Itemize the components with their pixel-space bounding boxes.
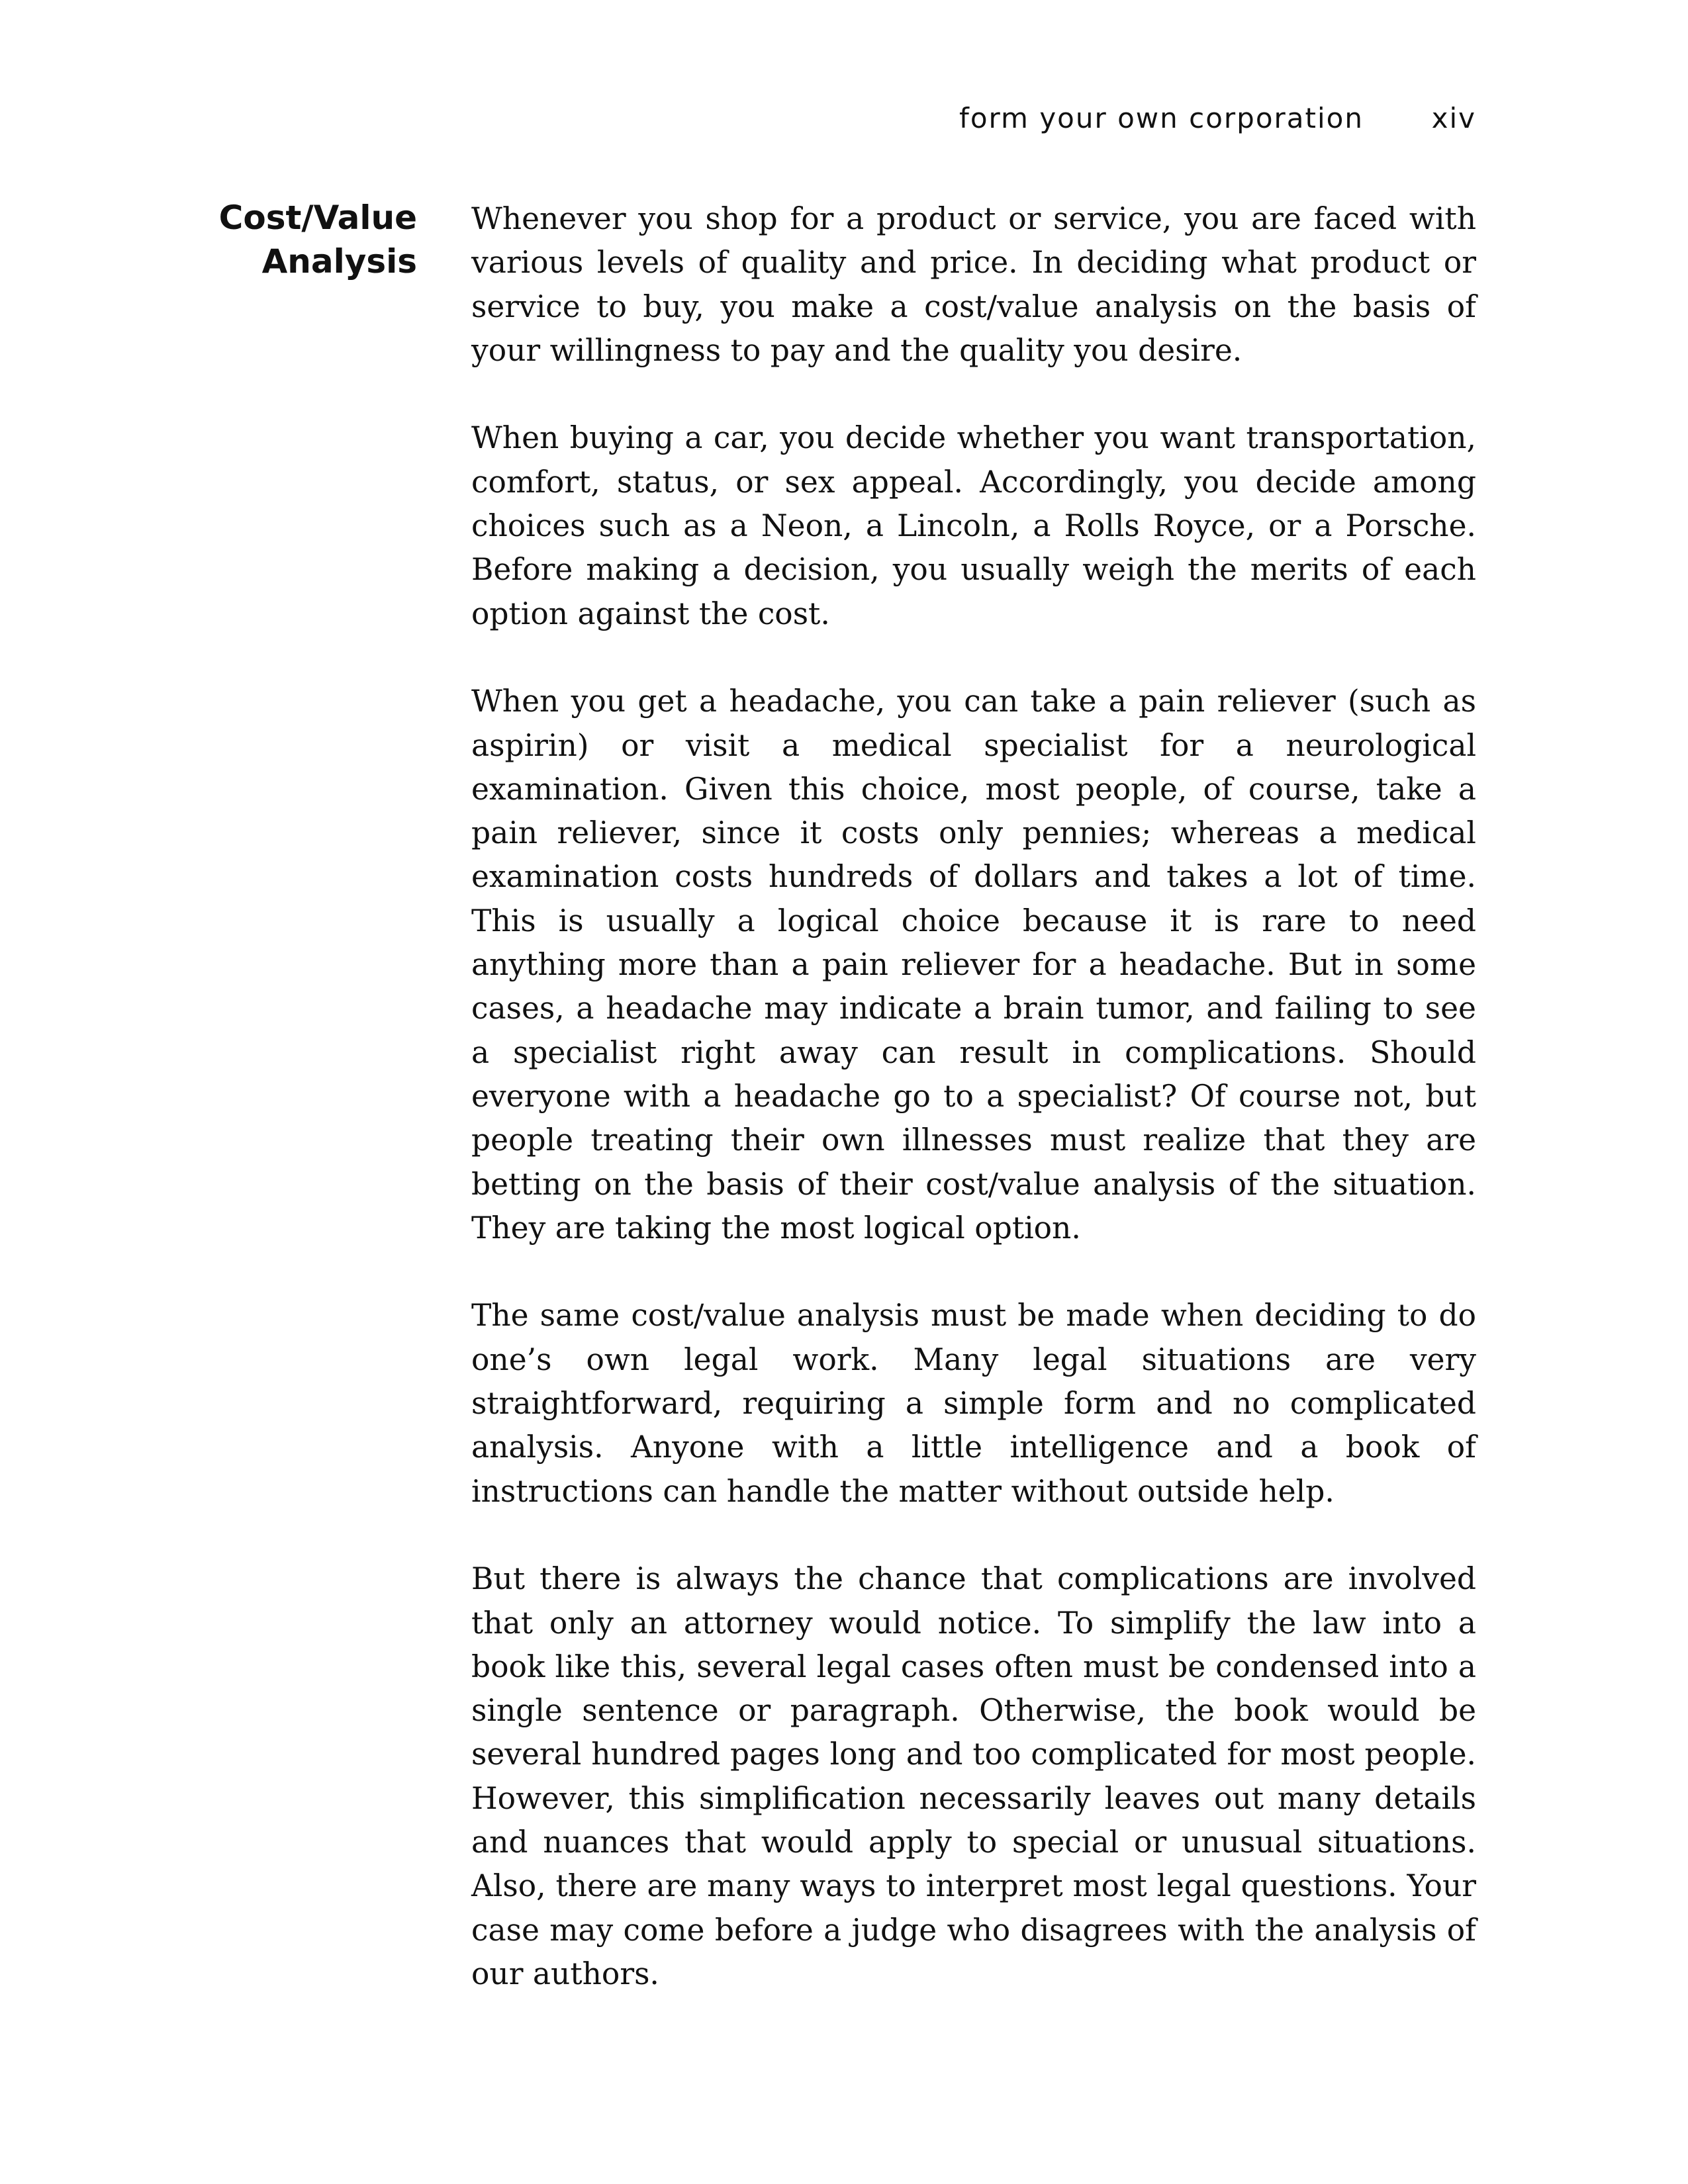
paragraph-3: When you get a headache, you can take a pain reliever (such as aspirin) or visit a medical specialist for a neurological examination. Given this choice, most people, of course, take a pain reliever, since it costs only pennies; whereas a medical examination costs hundreds of dollars and takes a lot of time. This is usually a logical choice because it is rare to need anything more than a pain reliever for a headache. But in some cases, a headache may indicate a brain tumor, and failing to see a specialist right away can result in complications. Should everyone with a headache go to a specialist? Of course not, but people treating their own illnesses must realize that they are betting on the basis of their cost/value analysis of the situation. They are taking the most logical option. (471, 684, 1476, 1246)
section-heading (172, 196, 417, 283)
section-heading-line-1: Cost/Value (218, 199, 417, 237)
paragraph-4: The same cost/value analysis must be made when deciding to do one’s own legal work. Many legal situations are very straightforward, requiring a simple form and no complicated analysis. Anyone with a little intelligence and a book of instructions can handle the matter without outside help. (471, 1298, 1476, 1509)
running-title: form your own corporation (959, 102, 1364, 134)
body-text (471, 197, 1476, 2040)
paragraph-5: But there is always the chance that complications are involved that only an attorney would notice. To simplify the law into a book like this, several legal cases often must be condensed into a single sentence or paragraph. Otherwise, the book would be several hundred pages long and too complicated for most people. However, this simplification necessarily leaves out many details and nuances that would apply to special or unusual situations. Also, there are many ways to interpret most legal questions. Your case may come before a judge who disagrees with the analysis of our authors. (471, 1561, 1476, 1991)
running-header (861, 102, 1476, 142)
paragraph-1: Whenever you shop for a product or service, you are faced with various levels of quality and price. In deciding what product or service to buy, you make a cost/value analysis on the basis of your willingness to pay and the quality you desire. (471, 201, 1476, 368)
paragraph-2: When buying a car, you decide whether you want transportation, comfort, status, or sex appeal. Accordingly, you decide among choices such as a Neon, a Lincoln, a Rolls Royce, or a Porsche. Before making a decision, you usually weigh the merits of each option against the cost. (471, 420, 1476, 631)
section-heading-line-2: Analysis (261, 242, 417, 281)
page-number: xiv (1431, 102, 1476, 134)
